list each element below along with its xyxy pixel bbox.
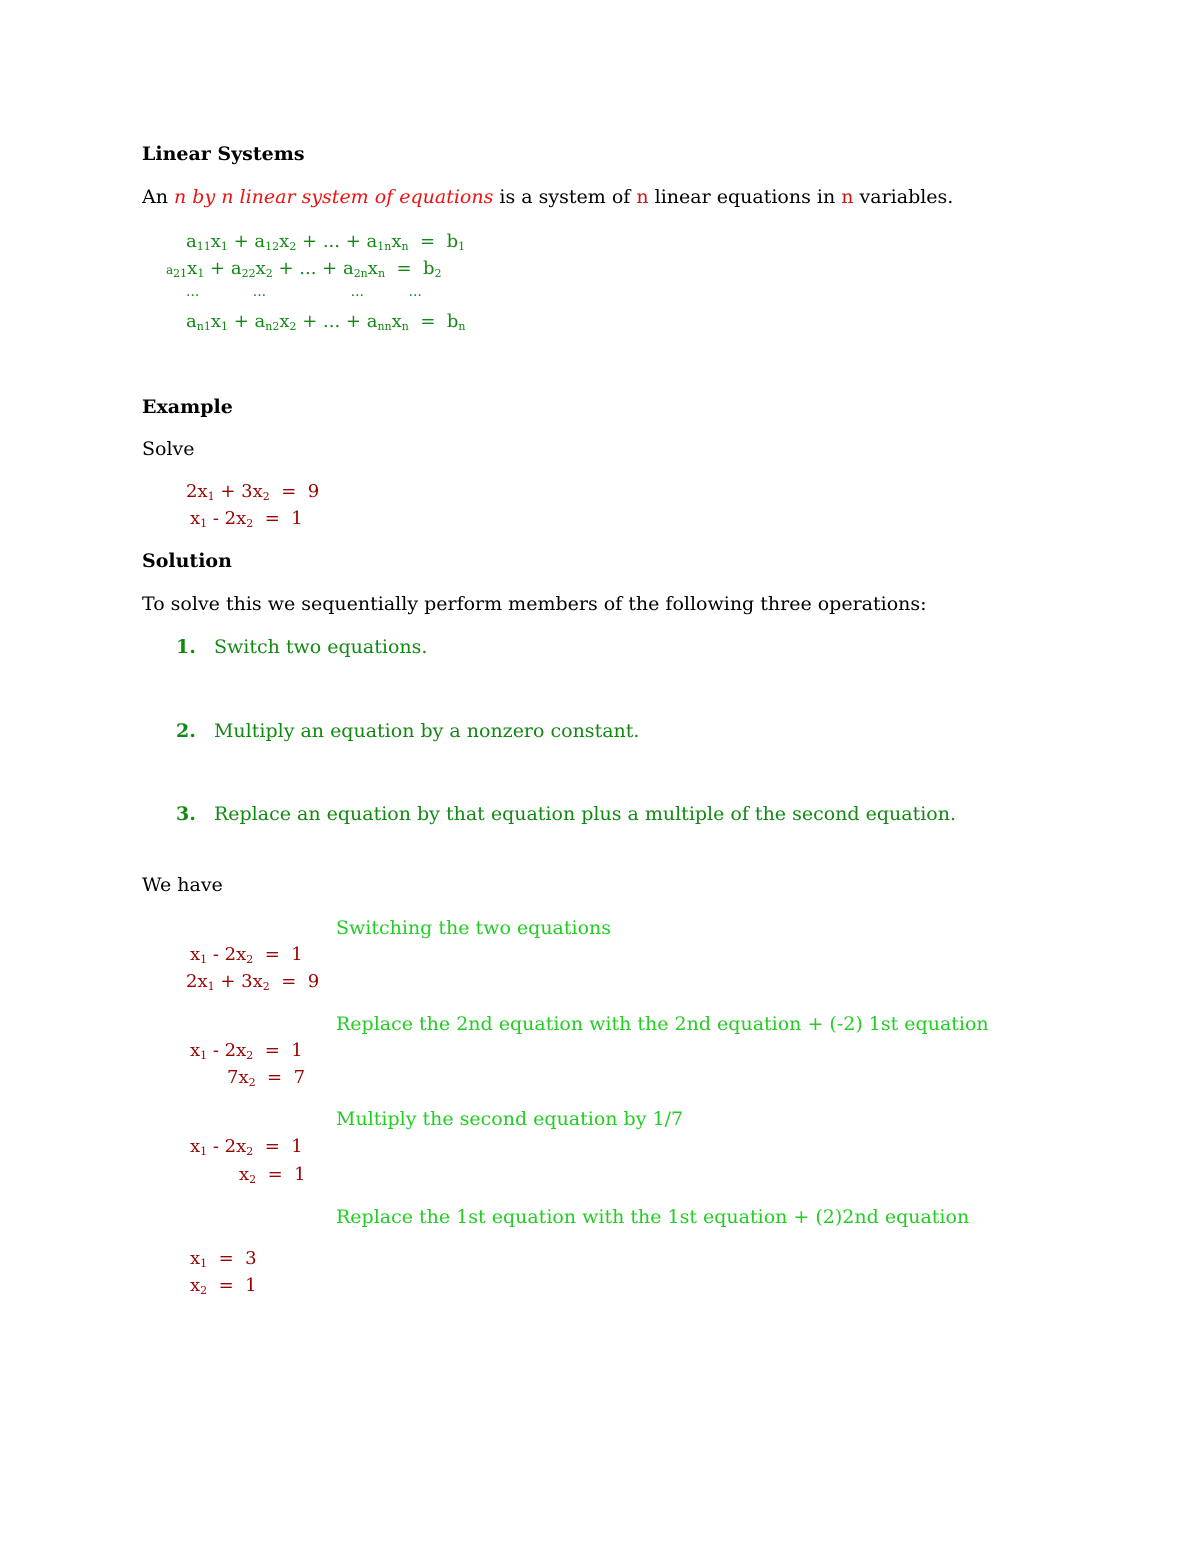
intro-paragraph <box>142 186 953 208</box>
solve-label: Solve <box>142 438 195 460</box>
example-eq-1: $2x_1 + 3x_2 = 9$ <box>186 481 320 503</box>
intro-term: n by n linear system of equations <box>174 186 494 208</box>
final-eq-1: $x_1 = 3$ <box>190 1248 257 1270</box>
heading-solution: Solution <box>142 550 232 572</box>
step-4-note: Replace the 1st equation with the 1st equation + (2)2nd equation <box>336 1206 970 1228</box>
step3-eq-2: $x_2 = 1$ <box>239 1164 306 1186</box>
general-row-2: $a_{21}x_1 + a_{22}x_2$ + ... + $a_{2n}x_n = b_2$ <box>166 258 442 280</box>
we-have-label: We have <box>142 874 223 896</box>
operation-3: 3. Replace an equation by that equation plus a multiple of the second equation. <box>176 803 956 825</box>
operation-1: 1. Switch two equations. <box>176 636 428 658</box>
intro-n2: n <box>841 186 854 208</box>
step2-eq-1: $x_1 - 2x_2 = 1$ <box>190 1040 303 1062</box>
general-dots-row: ... ... ... ... <box>186 284 422 300</box>
operation-2: 2. Multiply an equation by a nonzero constant. <box>176 720 640 742</box>
step1-eq-2: $2x_1 + 3x_2 = 9$ <box>186 971 320 993</box>
intro-pre: An <box>142 186 174 208</box>
intro-mid1: is a system of <box>493 186 637 208</box>
step3-eq-1: $x_1 - 2x_2 = 1$ <box>190 1136 303 1158</box>
step-3-note: Multiply the second equation by 1/7 <box>336 1108 684 1130</box>
step-2-note: Replace the 2nd equation with the 2nd equation + (-2) 1st equation <box>336 1013 989 1035</box>
solution-intro: To solve this we sequentially perform members of the following three operations: <box>142 593 927 615</box>
step1-eq-1: $x_1 - 2x_2 = 1$ <box>190 944 303 966</box>
example-eq-2: $x_1 - 2x_2 = 1$ <box>190 508 303 530</box>
general-row-4: $a_{n1}x_1 + a_{n2}x_2$ + ... + $a_{nn}x_n = b_n$ <box>186 311 466 333</box>
intro-n1: n <box>636 186 649 208</box>
intro-mid2: linear equations in <box>648 186 842 208</box>
heading-example: Example <box>142 396 233 418</box>
intro-post: variables. <box>853 186 954 208</box>
step-1-note: Switching the two equations <box>336 917 612 939</box>
heading-linear-systems: Linear Systems <box>142 143 305 165</box>
step2-eq-2: $7x_2 = 7$ <box>227 1067 306 1089</box>
final-eq-2: $x_2 = 1$ <box>190 1275 257 1297</box>
general-row-1: $a_{11}x_1 + a_{12}x_2$ + ... + $a_{1n}x_n = b_1$ <box>186 231 466 253</box>
